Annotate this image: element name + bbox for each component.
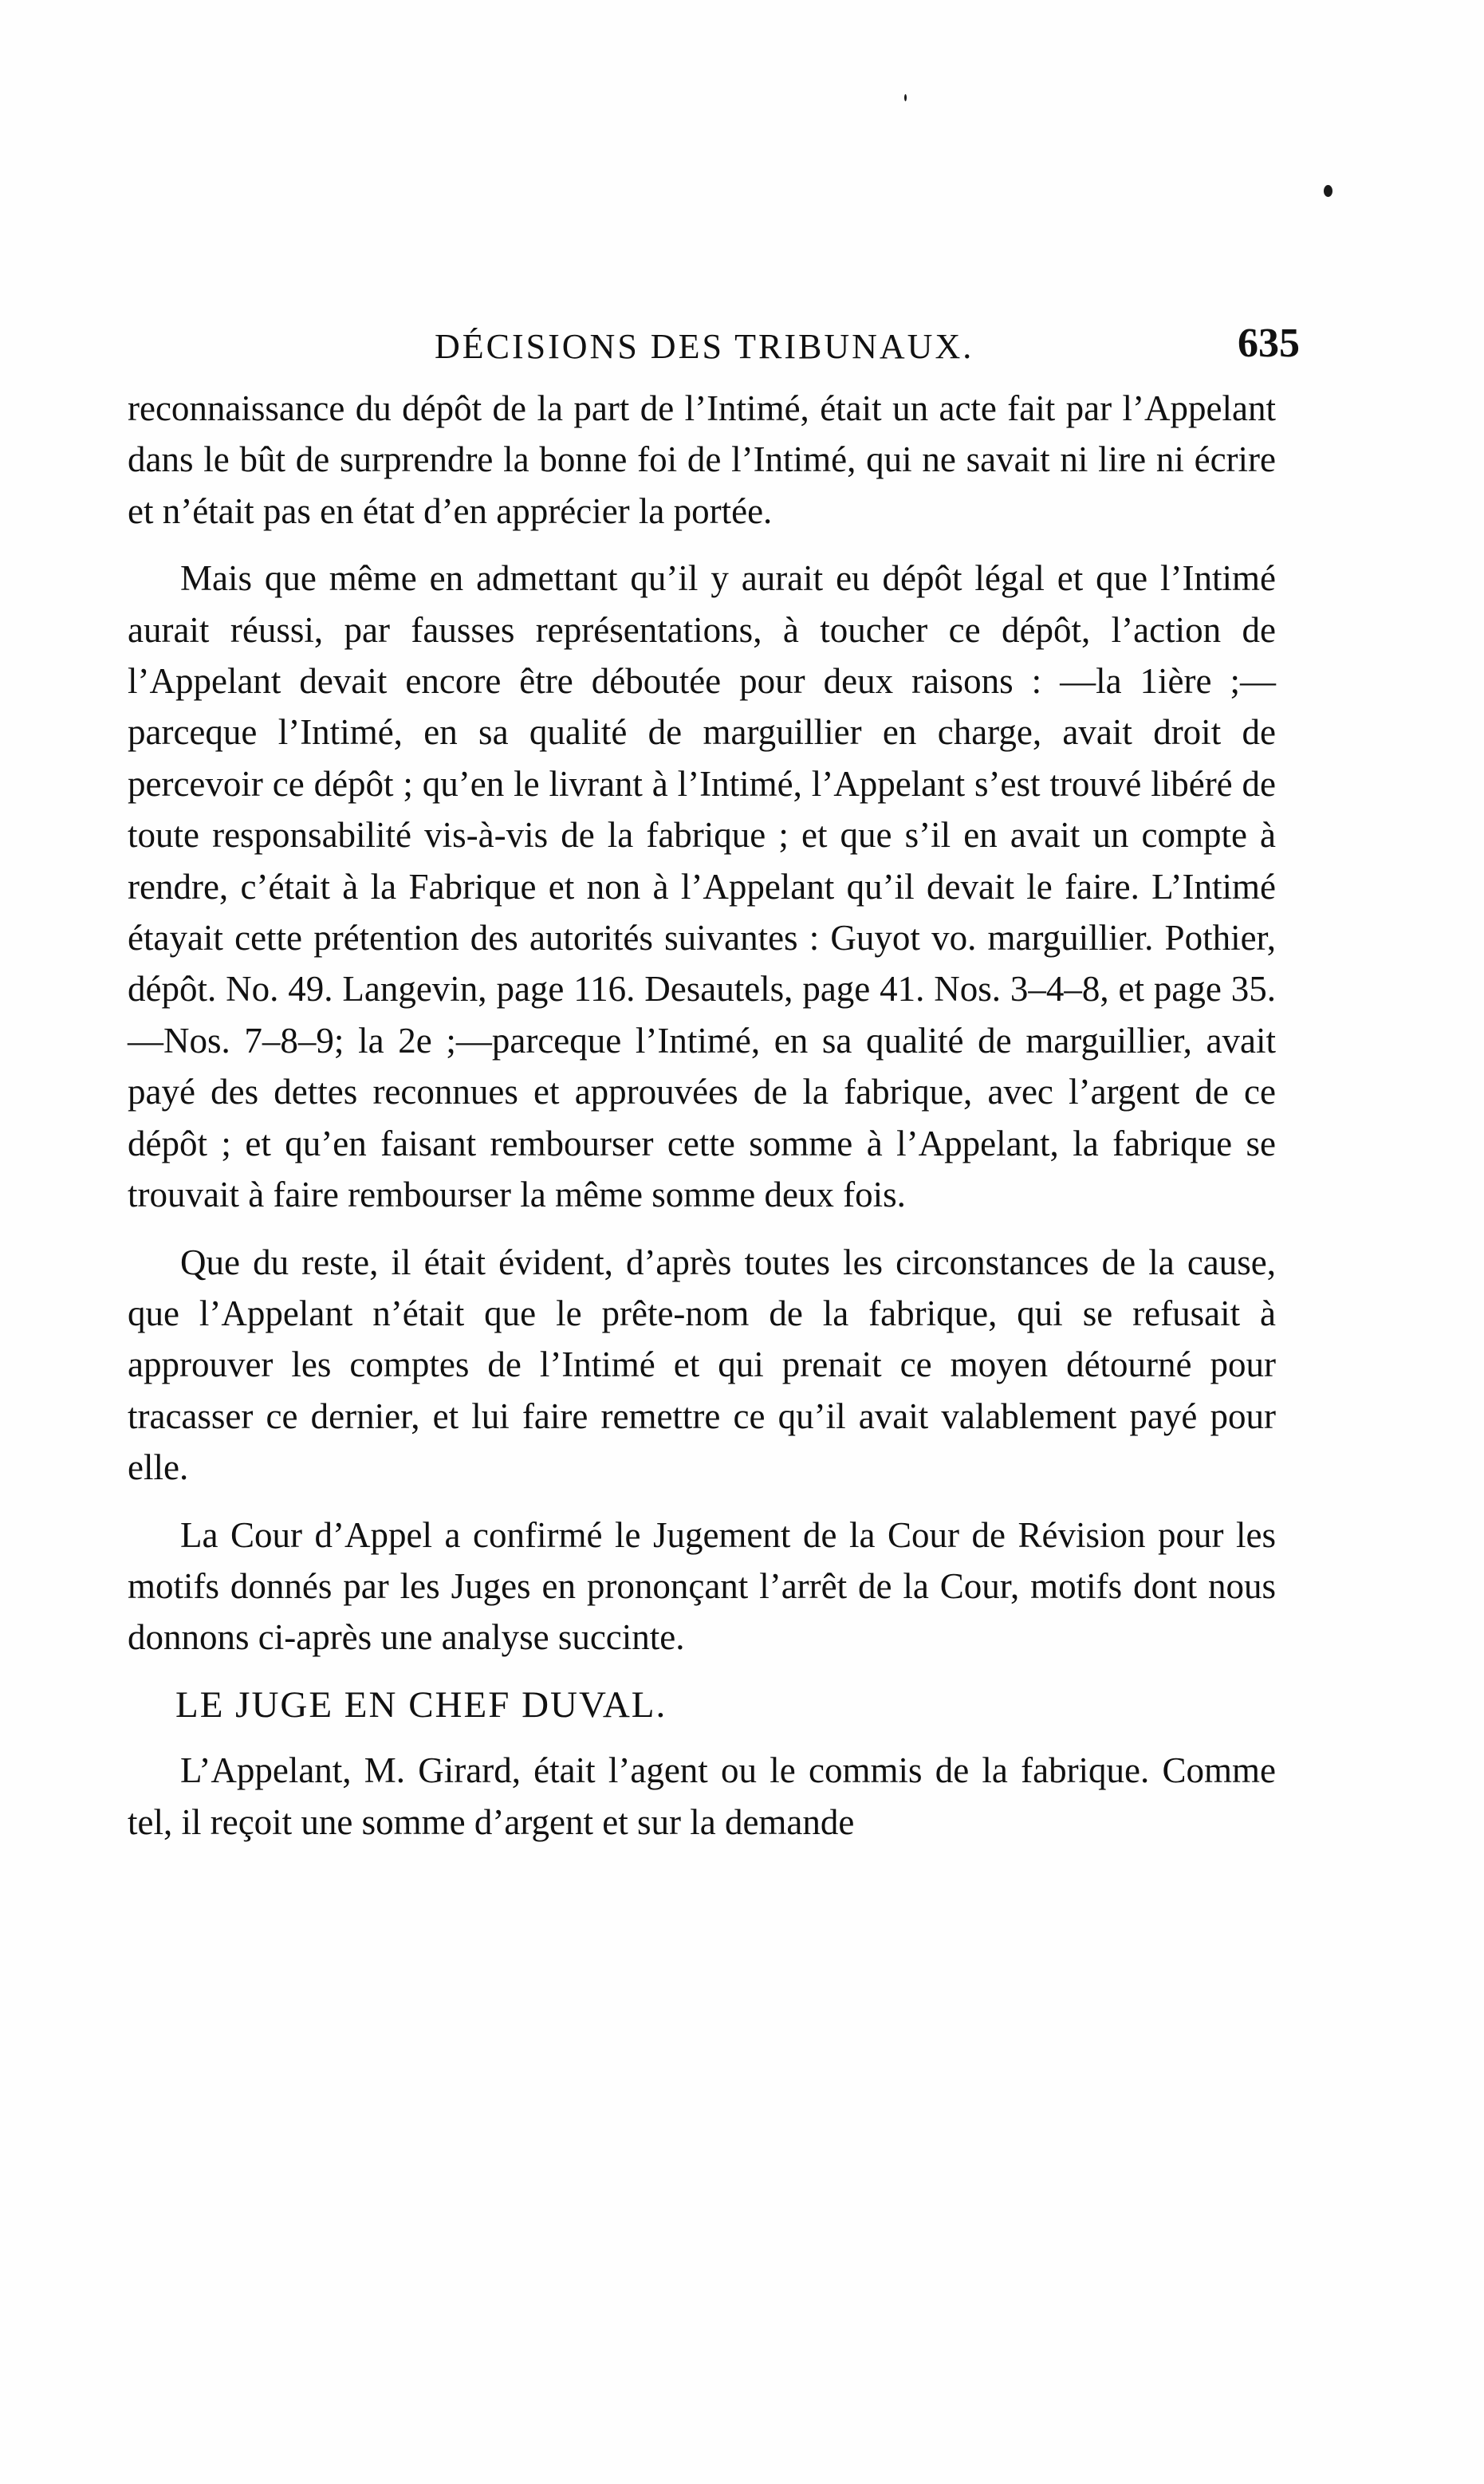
ink-speck [1324, 185, 1332, 197]
section-heading: LE JUGE EN CHEF DUVAL. [175, 1683, 667, 1726]
paragraph: reconnaissance du dépôt de la part de l’Intimé, était un acte fait par l’Appelant dans le bût de surprendre la bonne foi de l’Intimé, qui ne savait ni lire ni écrire et n’était pas en état d’en apprécier la portée. [128, 388, 1276, 531]
running-title: DÉCISIONS DES TRIBUNAUX. [435, 327, 974, 366]
paragraph: La Cour d’Appel a confirmé le Jugement de la Cour de Révision pour les motifs donnés par les Juges en prononçant l’arrêt de la Cour, motifs dont nous donnons ci-après une analyse succinte. [128, 1514, 1276, 1658]
paragraph: Mais que même en admettant qu’il y aurait eu dépôt légal et que l’Intimé aurait réussi, par fausses représentations, à toucher ce dépôt, l’action de l’Appelant devait encore être déboutée pour deux raisons : —la 1ière ;—parceque l’Intimé, en sa qualité de marguillier en charge, avait droit de percevoir ce dépôt ; qu’en le livrant à l’Intimé, l’Appelant s’est trouvé libéré de toute responsabilité vis-à-vis de la fabrique ; et que s’il en avait un compte à rendre, c’était à la Fabrique et non à l’Appelant qu’il devait le faire. L’Intimé étayait cette prétention des autorités suivantes : Guyot vo. marguillier. Pothier, dépôt. No. 49. Langevin, page 116. Desautels, page 41. Nos. 3–4–8, et page 35.—Nos. 7–8–9; la 2e ;—parceque l’Intimé, en sa qualité de marguillier, avait payé des dettes reconnues et approuvées de la fabrique, avec l’argent de ce dépôt ; et qu’en faisant rembourser cette somme à l’Appelant, la fabrique se trouvait à faire rembourser la même somme deux fois. [128, 558, 1276, 1215]
paragraph: Que du reste, il était évident, d’après toutes les circonstances de la cause, que l’Appelant n’était que le prête-nom de la fabrique, qui se refusait à approuver les comptes de l’Intimé et qui prenait ce moyen détourné pour tracasser ce dernier, et lui faire remettre ce qu’il avait valablement payé pour elle. [128, 1242, 1276, 1488]
ink-speck [904, 94, 907, 101]
page-number: 635 [1238, 321, 1300, 366]
running-head [159, 315, 1300, 379]
body-text [128, 383, 1276, 1864]
paragraph: L’Appelant, M. Girard, était l’agent ou le commis de la fabrique. Comme tel, il reçoit une somme d’argent et sur la demande [128, 1750, 1276, 1842]
